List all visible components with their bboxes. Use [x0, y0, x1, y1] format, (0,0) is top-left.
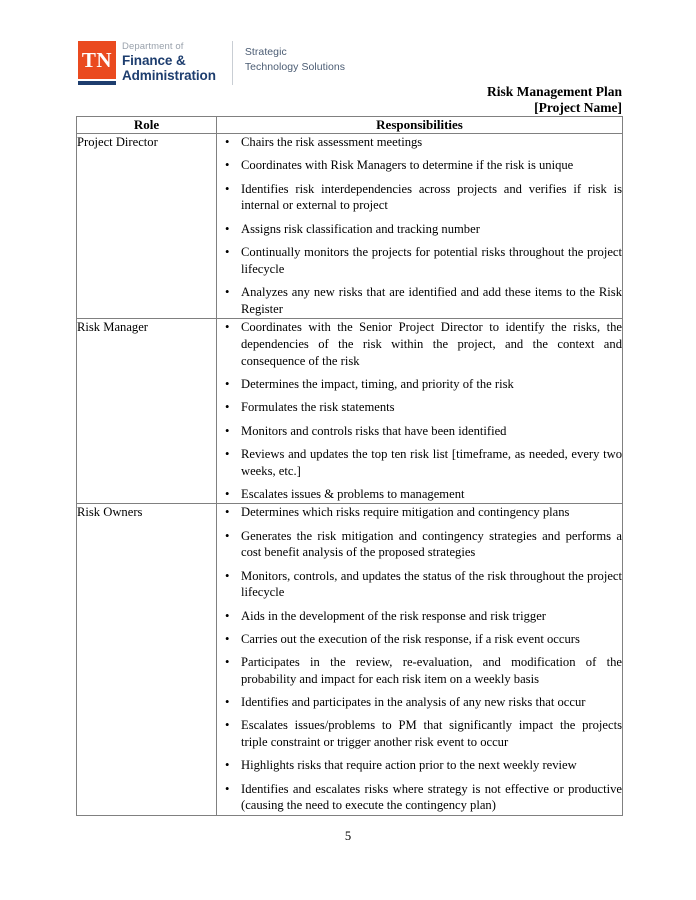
agency-department-label: Department of [122, 41, 184, 52]
list-item [217, 757, 622, 774]
role-name: Project Director [77, 134, 217, 319]
bullet-icon: • [225, 528, 230, 543]
bullet-icon: • [225, 221, 230, 236]
responsibilities-cell [217, 504, 623, 816]
responsibility-text: Identifies risk interdependencies across projects and verifies if risk is internal or external to project [241, 181, 622, 213]
bullet-icon: • [225, 320, 230, 335]
responsibility-text: Monitors, controls, and updates the status of the risk throughout the project lifecycle [241, 568, 622, 600]
page-number: 5 [344, 829, 352, 843]
responsibilities-cell [217, 319, 623, 504]
responsibility-text: Assigns risk classification and tracking number [241, 221, 480, 236]
bullet-icon: • [225, 377, 230, 392]
bullet-icon: • [225, 655, 230, 670]
bullet-icon: • [225, 758, 230, 773]
responsibility-text: Carries out the execution of the risk response, if a risk event occurs [241, 631, 580, 646]
bullet-icon: • [225, 400, 230, 415]
responsibility-text: Reviews and updates the top ten risk list [timeframe, as needed, every two weeks, etc.] [241, 446, 622, 478]
bullet-icon: • [225, 158, 230, 173]
bullet-icon: • [225, 608, 230, 623]
responsibility-text: Participates in the review, re-evaluation, and modification of the probability and impact for each risk item on a weekly basis [241, 655, 622, 686]
agency-subunit-line1: Strategic [244, 46, 287, 58]
table-header-row [77, 117, 623, 134]
responsibility-text: Determines which risks require mitigation and contingency plans [241, 505, 570, 520]
document-title: Risk Management Plan [487, 84, 622, 99]
list-item [217, 504, 622, 521]
table-row [77, 134, 623, 319]
list-item [217, 284, 622, 317]
bullet-icon: • [225, 181, 230, 196]
bullet-icon: • [225, 781, 230, 796]
column-header-responsibilities: Responsibilities [217, 117, 623, 134]
table-row [77, 504, 623, 816]
list-item [217, 781, 622, 814]
list-item [217, 319, 622, 369]
agency-subunit-block [245, 41, 345, 75]
bullet-icon: • [225, 135, 230, 150]
bullet-icon: • [225, 695, 230, 710]
table-row [77, 319, 623, 504]
logo-divider [232, 41, 233, 85]
list-item [217, 134, 622, 151]
list-item [217, 399, 622, 416]
bullet-icon: • [225, 244, 230, 259]
tn-logo-square [78, 41, 116, 79]
agency-logo [78, 41, 345, 91]
responsibility-text: Coordinates with Risk Managers to determine if the risk is unique [241, 158, 574, 173]
bullet-icon: • [225, 505, 230, 520]
list-item [217, 631, 622, 648]
list-item [217, 423, 622, 440]
document-subtitle: [Project Name] [534, 100, 622, 116]
bullet-icon: • [225, 284, 230, 299]
list-item [217, 376, 622, 393]
list-item [217, 717, 622, 750]
agency-name-line2: Administration [122, 67, 216, 83]
list-item [217, 528, 622, 561]
agency-subunit-line2: Technology Solutions [244, 61, 346, 74]
list-item [217, 221, 622, 238]
list-item [217, 486, 622, 503]
list-item [217, 654, 622, 687]
roles-responsibilities-table [76, 116, 623, 816]
list-item [217, 157, 622, 174]
list-item [217, 244, 622, 277]
bullet-icon: • [225, 423, 230, 438]
responsibility-list [217, 319, 622, 502]
agency-name-block [122, 41, 216, 83]
tn-logo-underline [78, 81, 116, 85]
responsibility-text: Identifies and participates in the analysis of any new risks that occur [241, 695, 586, 710]
bullet-icon: • [225, 718, 230, 733]
column-header-role: Role [77, 117, 217, 134]
responsibility-text: Formulates the risk statements [241, 400, 395, 415]
responsibilities-cell [217, 134, 623, 319]
responsibility-text: Monitors and controls risks that have been identified [241, 423, 507, 438]
responsibility-text: Identifies and escalates risks where strategy is not effective or productive (causing the need to execute the contingency plan) [241, 781, 622, 813]
bullet-icon: • [225, 446, 230, 461]
responsibility-text: Escalates issues & problems to management [241, 486, 465, 501]
responsibility-list [217, 504, 622, 814]
tn-logo-icon [78, 41, 116, 86]
tn-logo-text: TN [81, 47, 113, 72]
responsibility-text: Escalates issues/problems to PM that significantly impact the projects triple constraint or trigger another risk event to occur [241, 718, 622, 750]
responsibility-text: Chairs the risk assessment meetings [241, 135, 423, 150]
role-name: Risk Manager [77, 319, 217, 504]
bullet-icon: • [225, 486, 230, 501]
responsibility-text: Continually monitors the projects for potential risks throughout the project lifecycle [241, 244, 622, 276]
responsibility-text: Determines the impact, timing, and priority of the risk [241, 377, 514, 392]
responsibility-text: Generates the risk mitigation and contingency strategies and performs a cost benefit analysis of the proposed strategies [241, 528, 622, 560]
bullet-icon: • [225, 568, 230, 583]
list-item [217, 568, 622, 601]
responsibility-text: Coordinates with the Senior Project Director to identify the risks, the dependencies of the risk within the project, and the context and consequence of the risk [241, 320, 622, 368]
role-name: Risk Owners [77, 504, 217, 816]
responsibility-list [217, 134, 622, 317]
agency-name-line1: Finance & [122, 52, 186, 68]
table-body [77, 134, 623, 816]
list-item [217, 446, 622, 479]
list-item [217, 608, 622, 625]
list-item [217, 181, 622, 214]
responsibility-text: Analyzes any new risks that are identified and add these items to the Risk Register [241, 284, 622, 316]
responsibility-text: Highlights risks that require action prior to the next weekly review [241, 758, 577, 773]
document-header [487, 84, 622, 117]
responsibility-text: Aids in the development of the risk response and risk trigger [241, 608, 546, 623]
bullet-icon: • [225, 631, 230, 646]
list-item [217, 694, 622, 711]
